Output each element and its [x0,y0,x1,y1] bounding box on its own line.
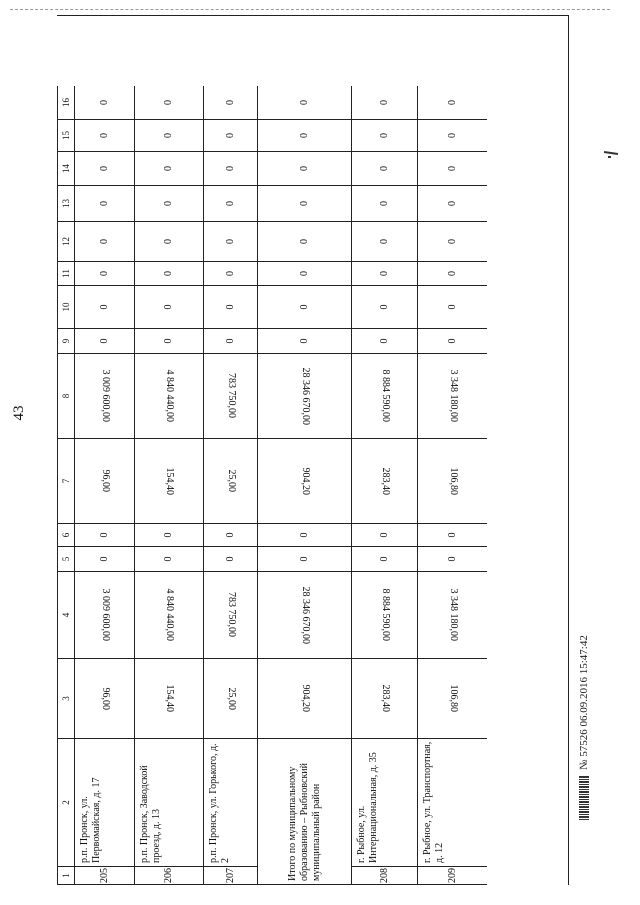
value-cell-text: 0 [446,556,458,562]
value-cell-text: 0 [446,133,458,138]
value-cell [257,547,351,572]
value-cell [351,186,417,222]
column-header [57,439,74,524]
value-cell [74,572,134,659]
value-cell [134,222,203,262]
value-cell [74,286,134,329]
value-cell-text: 0 [163,304,174,310]
value-cell-text: 0 [446,338,458,344]
value-cell-text: 0 [163,556,174,562]
value-cell [74,354,134,439]
value-cell [351,439,417,524]
column-header-text: 14 [61,164,71,173]
value-cell-text: 0 [98,100,110,105]
column-header-text: 9 [61,338,71,344]
address-cell [203,739,257,867]
value-cell [257,286,351,329]
value-cell-text: 0 [446,166,458,171]
value-cell-text: 0 [98,556,110,562]
value-cell [417,354,487,439]
address-cell-text: р.п. Пронск, Заводской проезд, д. 13 [139,765,162,863]
value-cell [74,86,134,120]
value-cell-text: 3 348 180,00 [447,588,459,642]
value-cell-text: 0 [224,304,236,310]
value-cell [351,86,417,120]
column-header-text: 6 [61,532,71,538]
column-header [57,659,74,739]
column-header-text: 10 [61,302,71,312]
rotated-table [57,15,569,885]
value-cell-text: 0 [224,166,236,171]
value-cell-text: 0 [298,201,310,206]
value-cell [417,439,487,524]
value-cell-text: 0 [163,201,174,206]
value-cell-text: 154,40 [164,684,175,713]
value-cell [203,354,257,439]
value-cell [417,262,487,286]
value-cell-text: 0 [298,133,310,138]
column-header [57,547,74,572]
column-header [57,86,74,120]
column-header [57,354,74,439]
value-cell [257,186,351,222]
value-cell [257,152,351,186]
value-cell [134,86,203,120]
value-cell-text: 25,00 [225,687,237,710]
value-cell-text: 106,80 [447,684,459,713]
value-cell-text: 0 [378,304,390,310]
value-cell [351,329,417,354]
row-number-cell-text: 206 [163,868,174,883]
column-header [57,524,74,547]
value-cell [134,186,203,222]
column-header [57,286,74,329]
value-cell [134,439,203,524]
column-header-text: 1 [61,873,71,878]
value-cell [417,286,487,329]
row-number-cell [417,867,487,885]
value-cell-text: 0 [98,532,110,538]
value-cell [417,152,487,186]
row-number-cell-text: 209 [446,868,458,883]
value-cell-text: 28 346 670,00 [299,367,311,425]
address-cell-text: г. Рыбное, ул. Транспортная, д. 12 [422,741,445,863]
value-cell-text: 0 [298,338,310,344]
value-cell [351,354,417,439]
value-cell [257,439,351,524]
value-cell-text: 283,40 [379,467,391,495]
column-header [57,572,74,659]
column-header-text: 13 [61,199,71,208]
value-cell-text: 0 [446,239,458,244]
value-cell-text: 28 346 670,00 [299,586,311,644]
value-cell-text: 96,00 [99,687,111,710]
value-cell [134,286,203,329]
value-cell [203,86,257,120]
value-cell-text: 106,80 [447,467,459,495]
column-header-text: 8 [61,393,71,399]
registration-stamp [574,590,594,820]
value-cell [417,659,487,739]
value-cell [203,286,257,329]
value-cell-text: 0 [224,532,236,538]
value-cell [417,120,487,152]
value-cell-text: 283,40 [379,684,391,713]
pen-mark-dot [608,156,611,158]
data-table [57,15,569,885]
value-cell [257,329,351,354]
value-cell-text: 0 [224,100,236,105]
value-cell-text: 4 840 440,00 [164,369,175,423]
column-header-text: 15 [61,131,71,140]
value-cell-text: 0 [446,304,458,310]
value-cell [417,572,487,659]
address-cell-text: р.п. Пронск, ул. Первомайская, д. 17 [79,777,102,863]
barcode-icon [579,776,589,820]
value-cell-text: 0 [224,133,236,138]
value-cell [134,524,203,547]
value-cell [351,659,417,739]
value-cell [203,262,257,286]
row-number-cell-text: 207 [224,868,236,883]
column-header [57,222,74,262]
value-cell [203,152,257,186]
pen-mark [604,151,618,155]
value-cell [257,86,351,120]
value-cell-text: 783 750,00 [225,592,237,638]
value-cell [134,354,203,439]
value-cell-text: 0 [378,166,390,171]
address-cell [351,739,417,867]
column-header-text: 5 [61,556,71,562]
address-cell-text: р.п. Пронск, ул. Горького, д. 2 [208,743,231,863]
column-header-text: 2 [61,800,71,805]
value-cell [417,329,487,354]
value-cell-text: 0 [446,100,458,105]
value-cell-text: 0 [98,338,110,344]
value-cell [203,659,257,739]
column-header-text: 11 [61,269,71,278]
value-cell [257,524,351,547]
value-cell-text: 783 750,00 [225,373,237,419]
row-number-cell [134,867,203,885]
value-cell-text: 0 [163,338,174,344]
value-cell-text: 0 [224,201,236,206]
value-cell-text: 96,00 [99,469,111,493]
value-cell-text: 0 [98,271,110,276]
column-header [57,186,74,222]
value-cell-text: 154,40 [164,467,175,495]
value-cell-text: 25,00 [225,469,237,493]
value-cell-text: 904,20 [299,684,311,713]
value-cell [203,222,257,262]
value-cell [417,547,487,572]
column-header [57,867,74,885]
value-cell-text: 0 [163,133,174,138]
value-cell-text: 0 [446,532,458,538]
value-cell [203,186,257,222]
value-cell-text: 0 [98,201,110,206]
row-number-cell [74,867,134,885]
value-cell-text: 0 [378,338,390,344]
stamp-text: № 57526 06.09.2016 15:47:42 [578,635,590,770]
value-cell [257,120,351,152]
value-cell-text: 0 [378,532,390,538]
column-header [57,739,74,867]
value-cell-text: 0 [446,271,458,276]
column-header [57,120,74,152]
value-cell [74,120,134,152]
value-cell [74,186,134,222]
top-dashed-line [10,9,610,11]
column-header [57,262,74,286]
value-cell-text: 0 [378,201,390,206]
column-header-text: 3 [61,696,71,701]
value-cell-text: 0 [224,239,236,244]
column-header [57,329,74,354]
value-cell [351,222,417,262]
value-cell [351,152,417,186]
row-number-cell-text: 208 [378,868,390,883]
column-header-text: 12 [61,237,71,246]
address-cell-text: г. Рыбное, ул. Интернациональная, д. 35 [356,752,379,863]
address-cell [417,739,487,867]
value-cell-text: 0 [163,532,174,538]
value-cell [134,120,203,152]
value-cell [417,222,487,262]
value-cell-text: 0 [378,100,390,105]
value-cell-text: 0 [378,239,390,244]
value-cell [74,222,134,262]
column-header-text: 16 [61,98,71,107]
total-label-cell [257,739,351,885]
value-cell [134,547,203,572]
value-cell [351,262,417,286]
value-cell [203,439,257,524]
value-cell-text: 0 [298,304,310,310]
value-cell-text: 3 009 600,00 [99,588,111,642]
page-number: 43 [11,405,27,421]
value-cell-text: 0 [163,100,174,105]
value-cell [257,262,351,286]
value-cell [74,524,134,547]
value-cell-text: 0 [298,556,310,562]
value-cell [74,329,134,354]
address-cell [74,739,134,867]
value-cell-text: 0 [98,239,110,244]
value-cell-text: 0 [298,166,310,171]
value-cell [257,354,351,439]
value-cell [351,572,417,659]
value-cell-text: 0 [224,556,236,562]
value-cell-text: 0 [378,556,390,562]
row-number-cell [203,867,257,885]
value-cell [257,572,351,659]
value-cell [74,547,134,572]
value-cell-text: 0 [446,201,458,206]
value-cell [351,286,417,329]
value-cell-text: 3 009 600,00 [99,369,111,423]
value-cell [203,329,257,354]
value-cell-text: 0 [298,239,310,244]
value-cell-text: 904,20 [299,467,311,495]
value-cell [203,547,257,572]
value-cell-text: 8 884 590,00 [379,588,391,642]
value-cell [351,524,417,547]
value-cell-text: 0 [298,271,310,276]
value-cell-text: 0 [163,271,174,276]
value-cell-text: 0 [378,133,390,138]
value-cell [203,572,257,659]
value-cell [74,659,134,739]
value-cell-text: 0 [298,100,310,105]
column-header-text: 7 [61,478,71,484]
value-cell-text: 8 884 590,00 [379,369,391,423]
address-cell [134,739,203,867]
total-label-cell-text: Итого по муниципальному образованию – Рыбновский муниципальный район [286,762,322,881]
value-cell [203,120,257,152]
value-cell-text: 0 [163,239,174,244]
value-cell [351,547,417,572]
value-cell [134,659,203,739]
value-cell-text: 0 [224,338,236,344]
value-cell [134,262,203,286]
value-cell-text: 0 [224,271,236,276]
value-cell [203,524,257,547]
value-cell-text: 0 [98,166,110,171]
value-cell-text: 0 [163,166,174,171]
column-header [57,152,74,186]
value-cell [74,439,134,524]
value-cell [74,262,134,286]
value-cell [257,222,351,262]
value-cell [257,659,351,739]
value-cell [417,524,487,547]
value-cell-text: 0 [98,133,110,138]
value-cell [351,120,417,152]
value-cell [74,152,134,186]
value-cell [134,329,203,354]
value-cell [134,572,203,659]
value-cell [134,152,203,186]
column-header-text: 4 [61,612,71,618]
value-cell-text: 0 [98,304,110,310]
value-cell-text: 0 [378,271,390,276]
value-cell-text: 3 348 180,00 [447,369,459,423]
value-cell [417,86,487,120]
value-cell [417,186,487,222]
row-number-cell-text: 205 [98,868,110,883]
value-cell-text: 0 [298,532,310,538]
row-number-cell [351,867,417,885]
value-cell-text: 4 840 440,00 [164,588,175,642]
